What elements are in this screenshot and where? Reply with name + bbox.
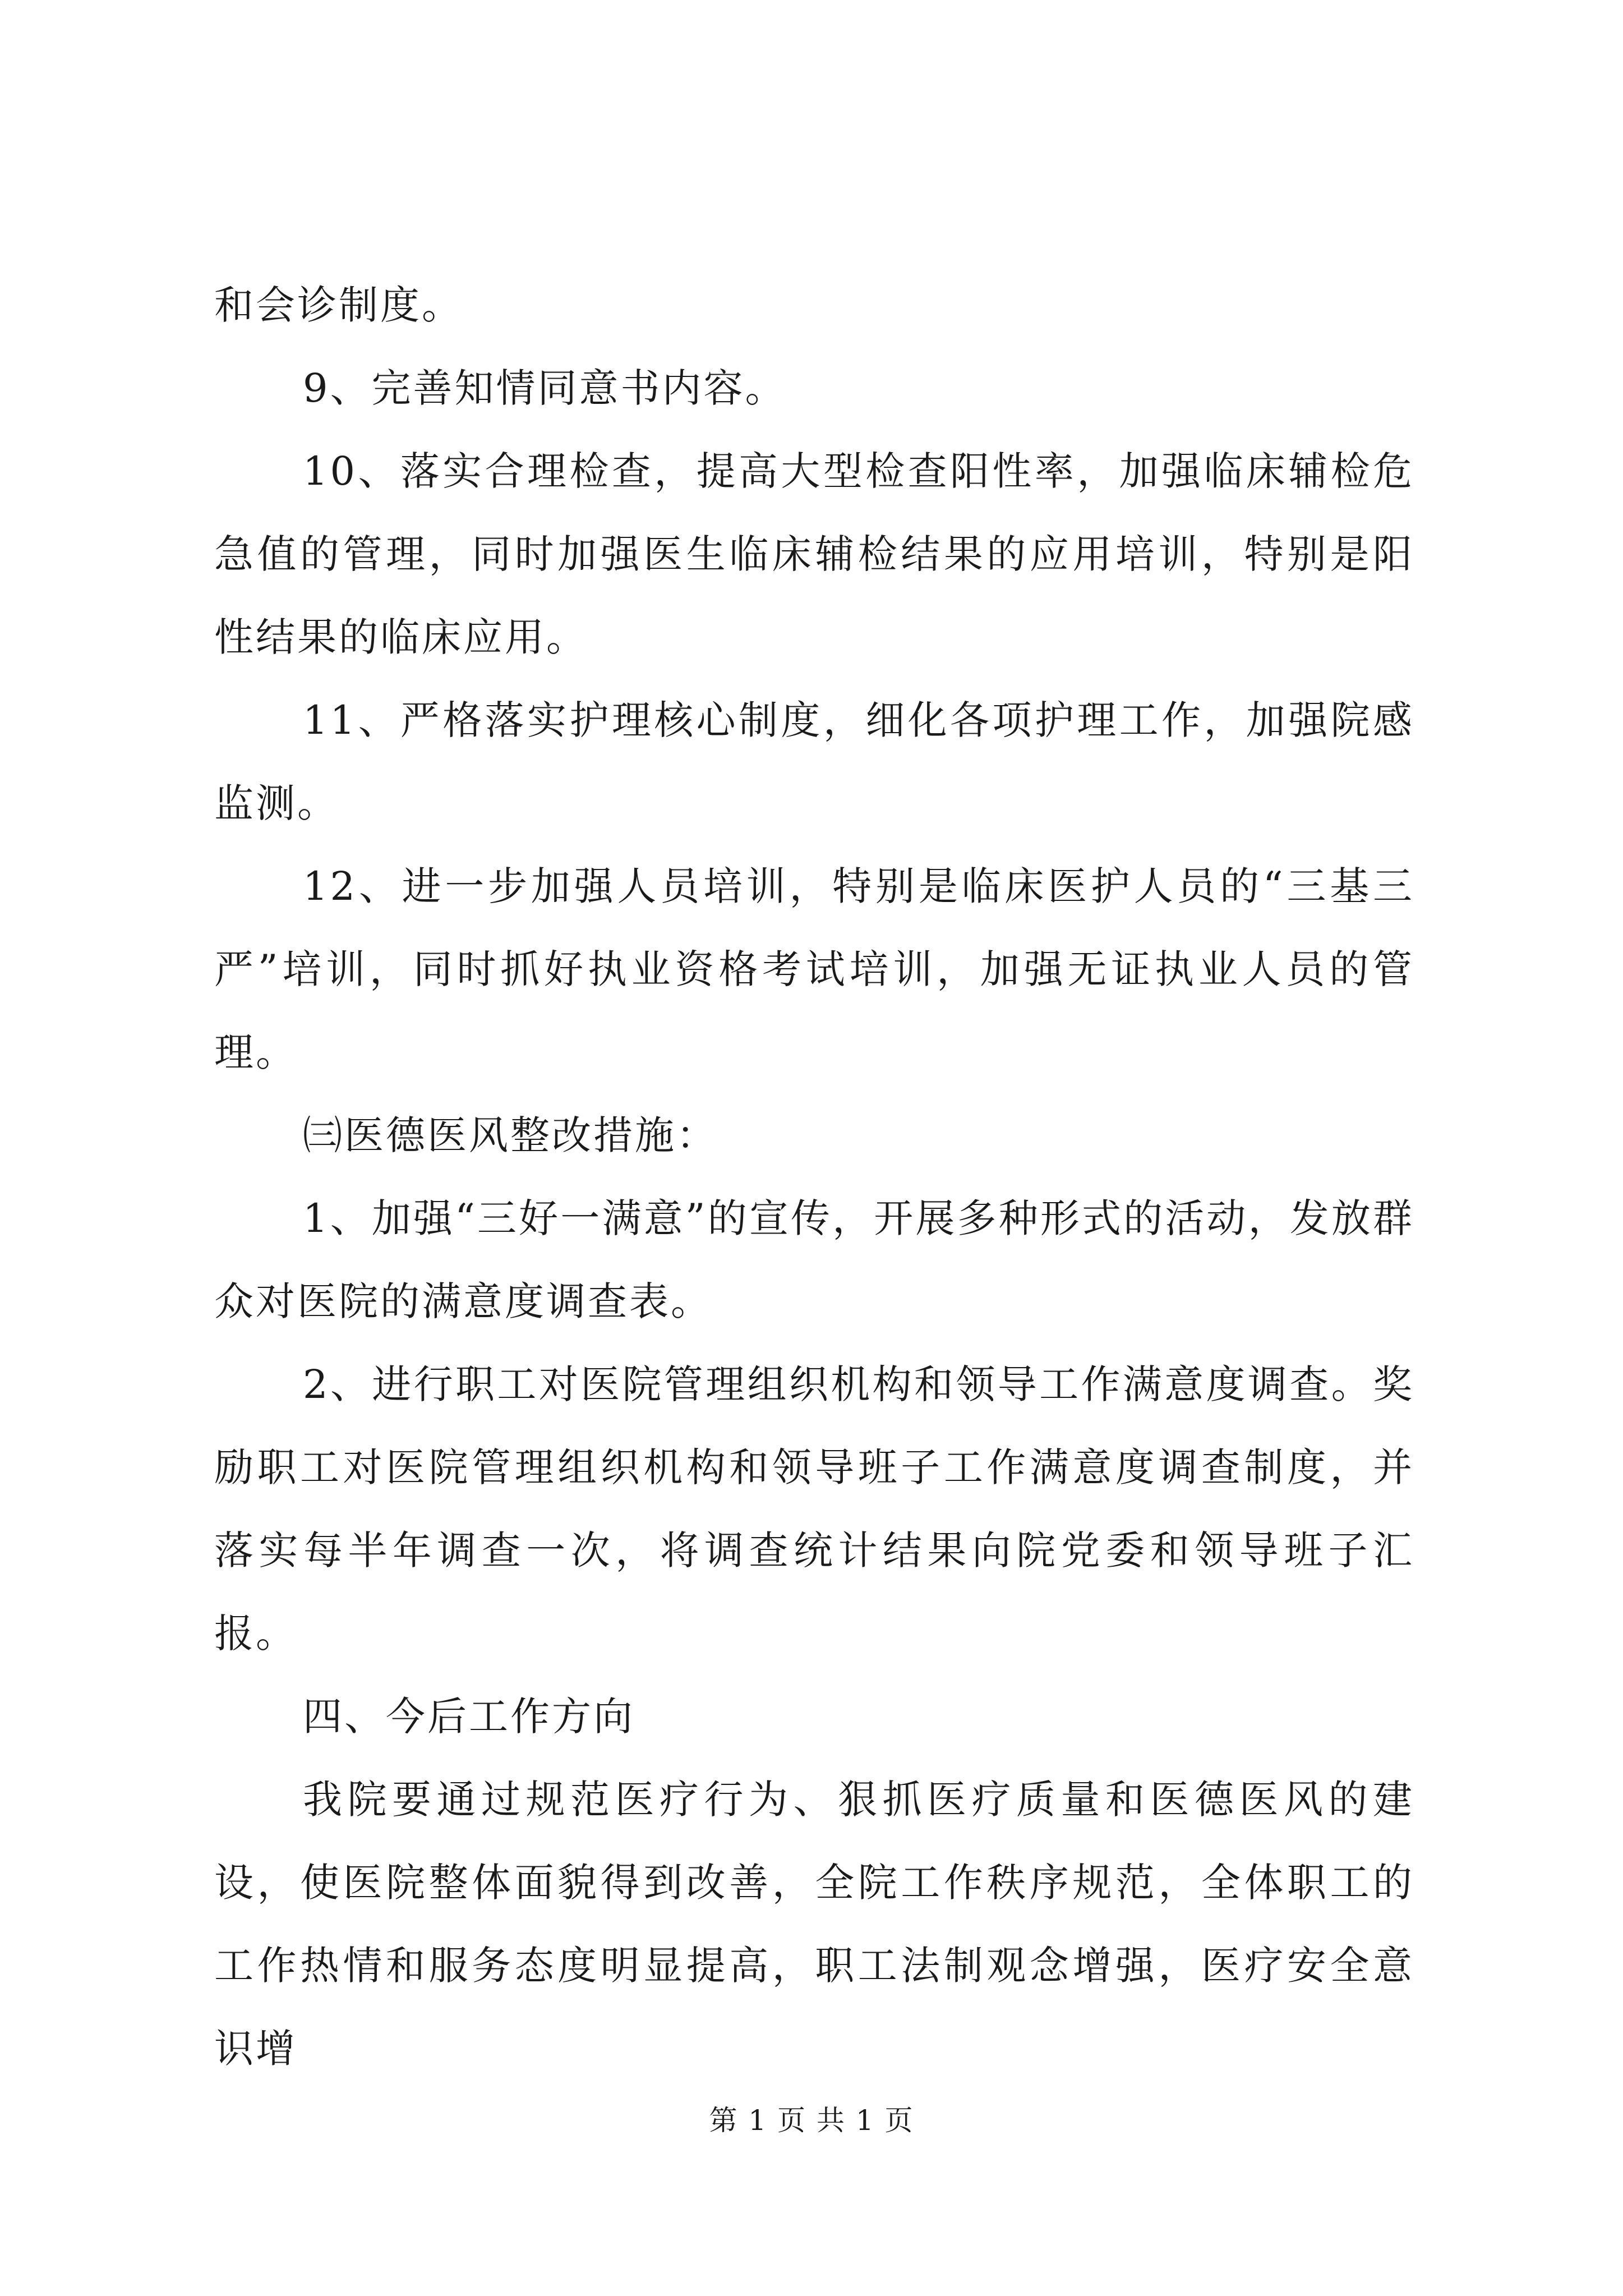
paragraph-ethics-item-2: 2、进行职工对医院管理组织机构和领导工作满意度调查。奖励职工对医院管理组织机构和领导班子工作满意度调查制度，并落实每半年调查一次，将调查统计结果向院党委和领导班子汇报。 [214,1361,1414,1657]
page-footer: 第 1 页 共 1 页 [709,2104,914,2137]
section-heading-medical-ethics: ㈢医德医风整改措施： [303,1112,718,1158]
paragraph-item-11: 11、严格落实护理核心制度，细化各项护理工作，加强院感监测。 [214,697,1414,826]
paragraph-ethics-item-1: 1、加强“三好一满意”的宣传，开展多种形式的活动，发放群众对医院的满意度调查表。 [214,1195,1414,1324]
section-heading-future-work: 四、今后工作方向 [303,1694,635,1740]
paragraph-future-work: 我院要通过规范医疗行为、狠抓医疗质量和医德医风的建设，使医院整体面貌得到改善，全院工作秩序规范，全体职工的工作热情和服务态度明显提高，职工法制观念增强，医疗安全意识增 [214,1777,1414,2072]
document-body [214,264,1414,2090]
paragraph-item-10: 10、落实合理检查，提高大型检查阳性率，加强临床辅检危急值的管理，同时加强医生临床辅检结果的应用培训，特别是阳性结果的临床应用。 [214,448,1414,660]
paragraph-continuation: 和会诊制度。 [214,282,463,328]
paragraph-item-12: 12、进一步加强人员培训，特别是临床医护人员的“三基三严”培训，同时抓好执业资格考试培训，加强无证执业人员的管理。 [214,863,1414,1075]
paragraph-item-9: 9、完善知情同意书内容。 [303,365,787,411]
